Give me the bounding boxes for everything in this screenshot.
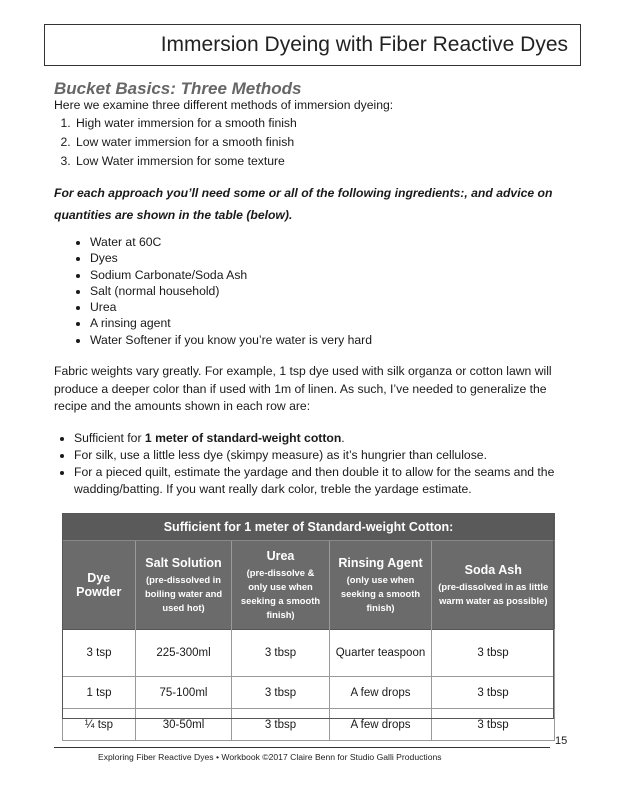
ingredient-item: • Urea — [90, 299, 372, 315]
table-cell: 30-50ml — [136, 709, 232, 741]
table-cell: Quarter teaspoon — [330, 630, 432, 677]
table-cell: 225-300ml — [136, 630, 232, 677]
table-cell: ¼ tsp — [63, 709, 136, 741]
note-text: . — [341, 431, 345, 445]
ingredient-item: • A rinsing agent — [90, 315, 372, 331]
notes-list — [54, 430, 594, 498]
section-heading: Bucket Basics: Three Methods — [54, 79, 302, 98]
table-row — [63, 630, 555, 677]
table-cell: 3 tbsp — [432, 709, 555, 741]
table-cell: 3 tbsp — [232, 677, 330, 709]
column-subtitle: (pre-dissolve & only use when seeking a smooth finish) — [240, 566, 321, 620]
column-title: Dye Powder — [76, 571, 122, 599]
table-row — [63, 677, 555, 709]
table-cell: A few drops — [330, 677, 432, 709]
method-item: 2. Low water immersion for a smooth finish — [74, 133, 297, 152]
column-subtitle: (only use when seeking a smooth finish) — [340, 573, 421, 613]
table-row — [63, 709, 555, 741]
note-text: Sufficient for — [74, 431, 145, 445]
ingredients-list — [70, 234, 372, 348]
table-cell: 3 tbsp — [232, 709, 330, 741]
method-item: 3. Low Water immersion for some texture — [74, 152, 297, 171]
methods-list — [54, 114, 297, 171]
ingredient-item: • Salt (normal household) — [90, 283, 372, 299]
note-item: • For silk, use a little less dye (skimpy measure) as it’s hungrier than cellulose. — [74, 447, 594, 464]
ingredients-note: For each approach you’ll need some or all of the following ingredients:, and advice on quantities are shown in the table (below). — [54, 186, 553, 222]
table-cell: 3 tbsp — [232, 630, 330, 677]
ingredient-item: • Dyes — [90, 250, 372, 266]
note-item — [74, 430, 594, 447]
table-cell: 3 tbsp — [432, 677, 555, 709]
recipe-table-wrapper — [62, 513, 554, 741]
table-cell: A few drops — [330, 709, 432, 741]
column-header — [330, 541, 432, 630]
column-header — [432, 541, 555, 630]
column-title: Urea — [266, 548, 295, 563]
ingredient-item: • Water at 60C — [90, 234, 372, 250]
column-subtitle: (pre-dissolved in as little warm water as possible) — [438, 580, 549, 606]
column-header — [63, 541, 136, 630]
column-header — [232, 541, 330, 630]
table-cell: 3 tbsp — [432, 630, 555, 677]
note-item: • For a pieced quilt, estimate the yardage and then double it to allow for the seams and the wadding/batting. If you want really dark color, treble the yardage estimate. — [74, 464, 594, 498]
column-title: Rinsing Agent — [338, 555, 423, 570]
table-cell: 1 tsp — [63, 677, 136, 709]
table-header-row — [63, 541, 555, 630]
ingredient-item: • Water Softener if you know you’re water is very hard — [90, 332, 372, 348]
page-header — [44, 24, 581, 66]
note-emphasis: 1 meter of standard-weight cotton — [144, 431, 342, 445]
footer-divider — [54, 747, 550, 748]
table-cell: 3 tsp — [63, 630, 136, 677]
table-caption: Sufficient for 1 meter of Standard-weight Cotton: — [63, 513, 555, 541]
ingredient-item: • Sodium Carbonate/Soda Ash — [90, 267, 372, 283]
page-number: 15 — [555, 735, 568, 747]
recipe-table — [62, 513, 555, 741]
column-subtitle: (pre-dissolved in boiling water and used hot) — [144, 573, 223, 613]
method-item: 1. High water immersion for a smooth finish — [74, 114, 297, 133]
column-title: Salt Solution — [145, 555, 222, 570]
page-title: Immersion Dyeing with Fiber Reactive Dyes — [160, 33, 568, 56]
table-cell: 75-100ml — [136, 677, 232, 709]
footer-text: Exploring Fiber Reactive Dyes • Workbook ©2017 Claire Benn for Studio Galli Productions — [98, 752, 442, 762]
column-title: Soda Ash — [464, 562, 522, 577]
fabric-weights-paragraph: Fabric weights vary greatly. For example, 1 tsp dye used with silk organza or cotton lawn will produce a deeper color than if used with 1m of linen. As such, I’ve needed to generalize the recipe and the amounts shown in each row are: — [54, 364, 552, 414]
intro-text: Here we examine three different methods of immersion dyeing: — [54, 98, 394, 112]
column-header — [136, 541, 232, 630]
